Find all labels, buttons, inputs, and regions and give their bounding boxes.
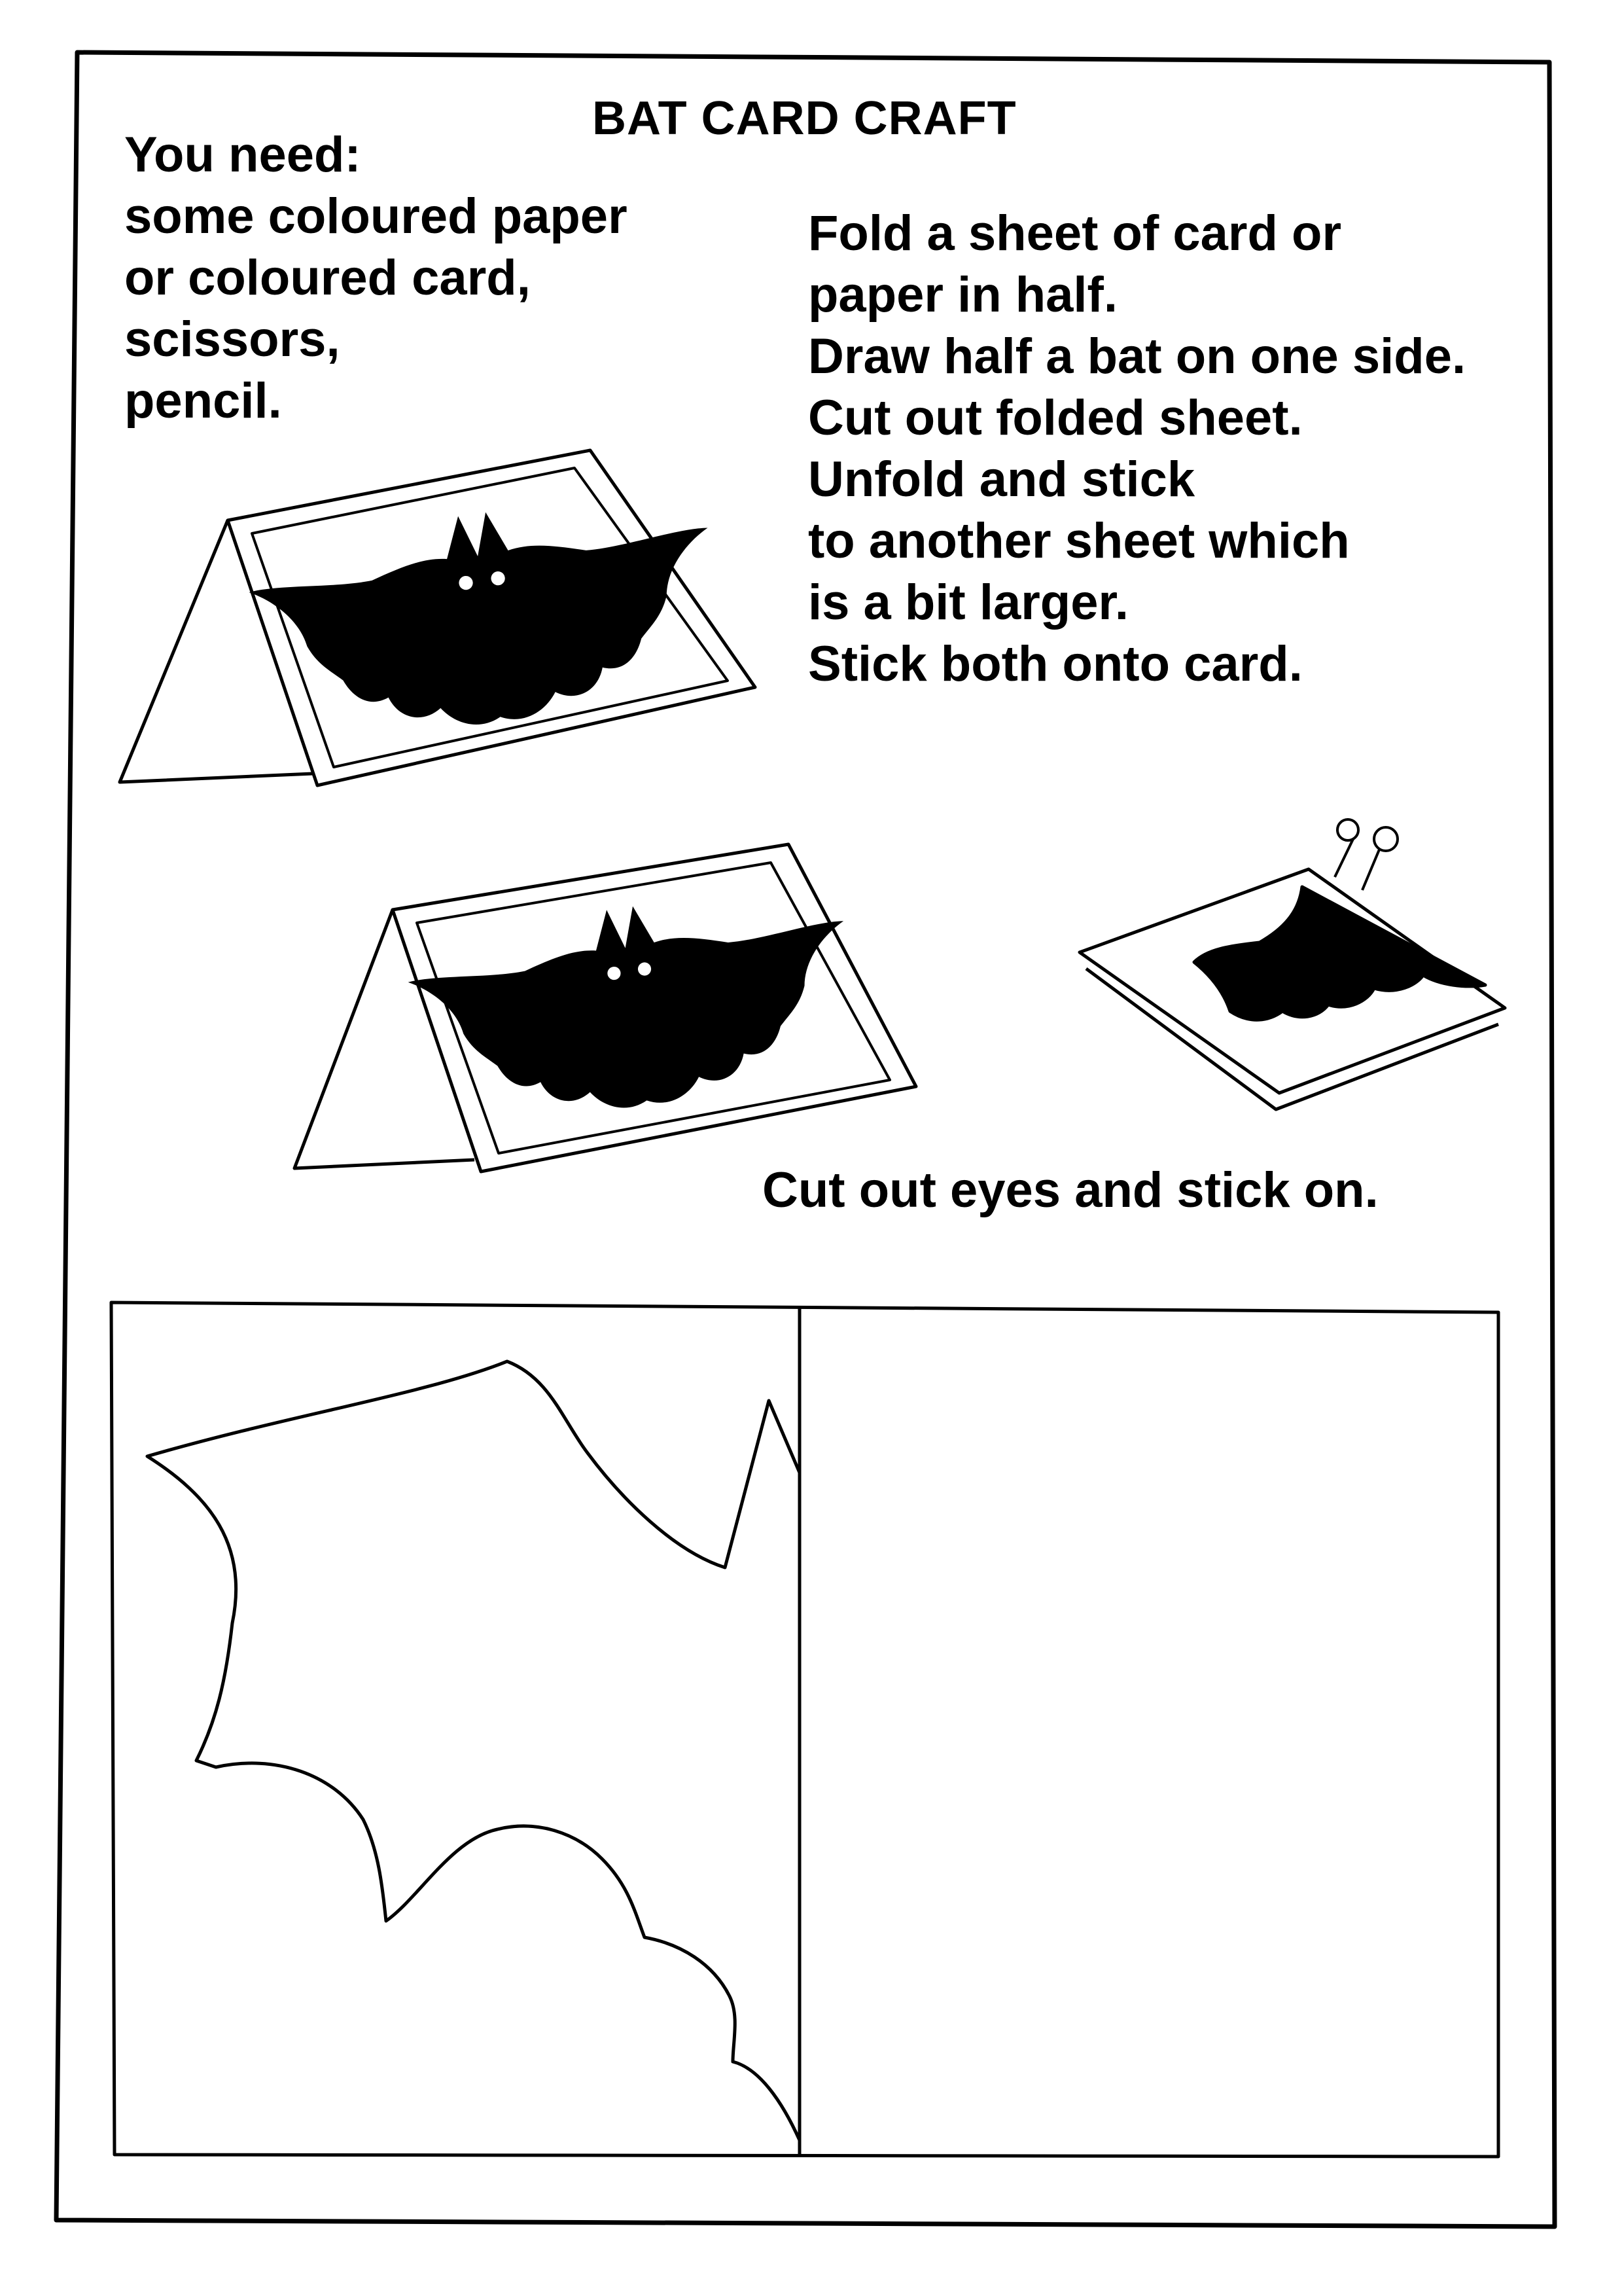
page-title: BAT CARD CRAFT bbox=[592, 92, 1017, 145]
scissors-icon bbox=[1335, 819, 1398, 890]
folded-paper-cutting bbox=[1080, 869, 1505, 1109]
eyes-instruction: Cut out eyes and stick on. bbox=[762, 1162, 1379, 1218]
instruction-line: Fold a sheet of card or bbox=[808, 206, 1342, 261]
instruction-line: to another sheet which bbox=[808, 513, 1350, 569]
instruction-line: Stick both onto card. bbox=[808, 636, 1303, 692]
instruction-line: paper in half. bbox=[808, 267, 1118, 323]
instruction-line: Draw half a bat on one side. bbox=[808, 329, 1466, 384]
materials-list bbox=[124, 124, 627, 432]
materials-item: some coloured paper bbox=[124, 188, 627, 244]
bat-card-small bbox=[294, 844, 916, 1172]
bat-card-large bbox=[120, 450, 755, 785]
instruction-line: Unfold and stick bbox=[808, 452, 1195, 507]
materials-item: scissors, bbox=[124, 312, 340, 367]
materials-item: pencil. bbox=[124, 373, 282, 429]
instructions-block bbox=[808, 203, 1466, 695]
instruction-line: Cut out folded sheet. bbox=[808, 390, 1303, 446]
half-bat-template bbox=[111, 1302, 1498, 2157]
instruction-line: is a bit larger. bbox=[808, 575, 1129, 630]
materials-heading: You need: bbox=[124, 127, 361, 183]
materials-item: or coloured card, bbox=[124, 250, 531, 306]
